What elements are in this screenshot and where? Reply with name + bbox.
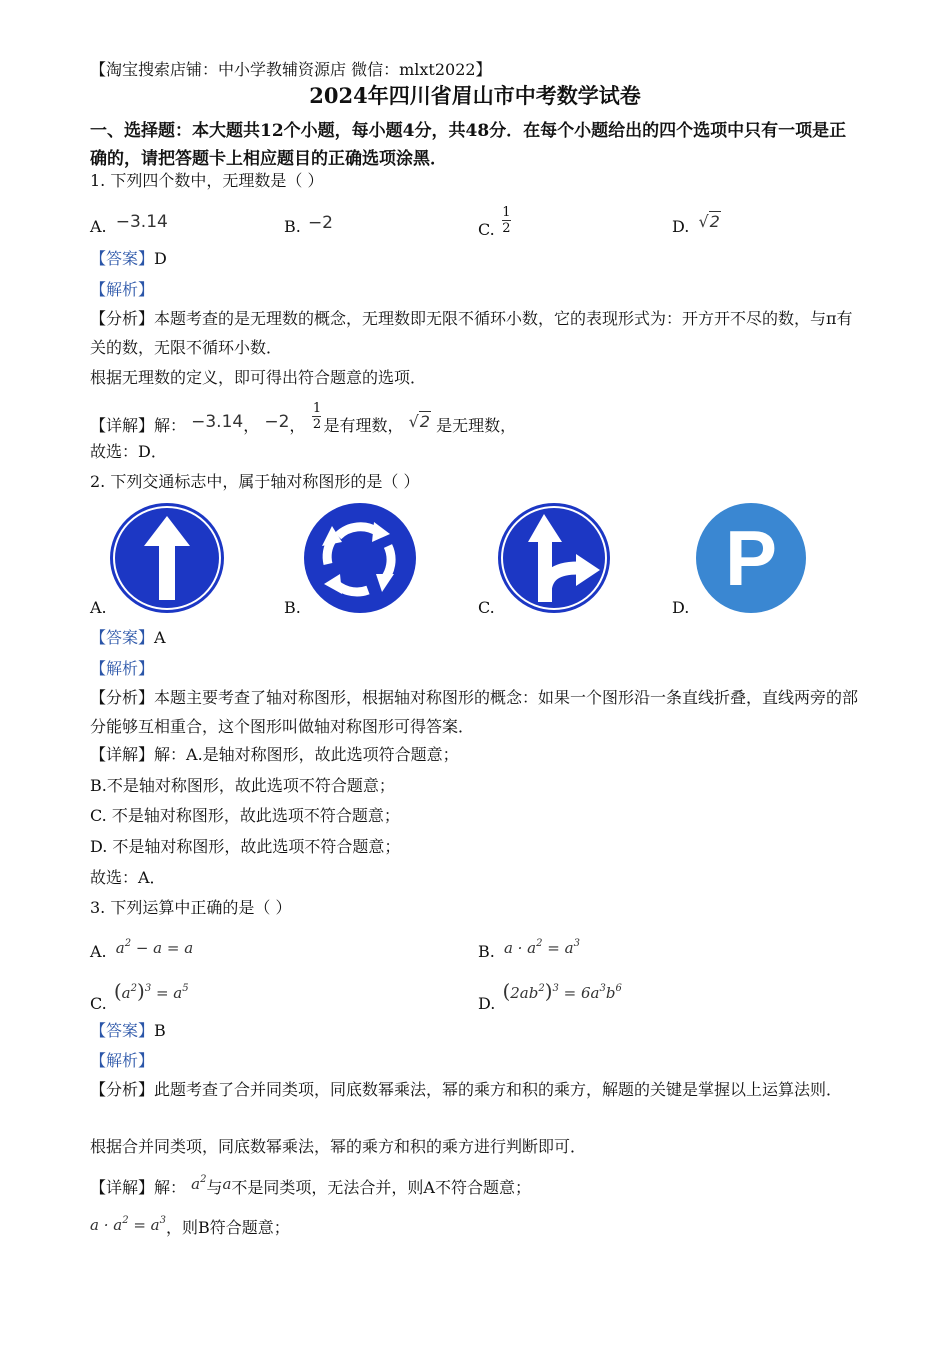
fenxi-text: 本题考查的是无理数的概念，无理数即无限不循环小数，它的表现形式为：开方开不尽的数，与π有关的数，无限不循环小数． <box>90 309 853 357</box>
q2-answer <box>90 627 166 649</box>
page-title: 2024年四川省眉山市中考数学试卷 <box>309 83 641 108</box>
sqrt-two: √2 <box>408 412 430 431</box>
q1-option-a <box>90 212 168 238</box>
expr-2ab2-cubed: $(2ab^2)^3 = 6a^3b^6$ <box>502 979 622 1003</box>
option-letter: C. <box>478 220 495 239</box>
option-expr: −2 <box>307 213 333 233</box>
expr-neg-2: −2 <box>264 412 290 432</box>
q2-option-d: D. <box>672 598 690 617</box>
q2-choose: 故选：A． <box>90 868 166 887</box>
expr-a-squared: $a^2$ <box>191 1174 207 1193</box>
q1-analysis-label: 【解析】 <box>90 280 155 299</box>
option-letter: B. <box>284 217 301 236</box>
section-heading: 一、选择题：本大题共12个小题，每小题4分，共48分．在每个小题给出的四个选项中只有一项是正确的，请把答题卡上相应题目的正确选项涂黑． <box>90 121 847 169</box>
q2-detail-b: B.不是轴对称图形，故此选项不符合题意； <box>90 776 395 795</box>
q1-answer <box>90 248 167 270</box>
answer-label: 【答案】 <box>90 249 155 268</box>
q3-fenxi-text2: 根据合并同类项，同底数幂乘法，幂的乘方和积的乘方进行判断即可． <box>90 1137 587 1156</box>
parking-letter: P <box>724 514 778 602</box>
detail-label: 【详解】 <box>90 1178 155 1197</box>
q2-fenxi <box>90 683 862 741</box>
q2-option-a: A. <box>90 598 107 617</box>
detail-label: 【详解】 <box>90 745 155 764</box>
q1-option-c <box>478 205 513 245</box>
fenxi-label: 【分析】 <box>90 309 155 328</box>
q2-detail-a: 【详解】解：A.是轴对称图形，故此选项符合题意； <box>90 745 459 764</box>
header-ad: 【淘宝搜索店铺：中小学教辅资源店 微信：mlxt2022】 <box>90 60 492 79</box>
detail-label: 【详解】 <box>90 416 155 435</box>
q3-option-d <box>478 979 622 1015</box>
option-expr: −3.14 <box>115 212 168 232</box>
sign-straight-or-right <box>496 502 612 614</box>
fenxi-label: 【分析】 <box>90 1080 155 1099</box>
fenxi-text: 本题主要考查了轴对称图形，根据轴对称图形的概念：如果一个图形沿一条直线折叠，直线两旁的部分能够互相重合，这个图形叫做轴对称图形可得答案． <box>90 688 859 736</box>
fenxi-label: 【分析】 <box>90 688 155 707</box>
q3-fenxi <box>90 1075 862 1104</box>
option-letter: D. <box>672 217 690 236</box>
fraction-half: $\frac{1}{2}$ <box>312 401 322 432</box>
answer-label: 【答案】 <box>90 1021 155 1040</box>
fraction: $\frac{1}{2}$ <box>502 205 511 236</box>
q3-detail-b: $a \cdot a^2 = a^3$，则B符合题意； <box>90 1215 290 1237</box>
q1-detail: 【详解】解： −3.14， −2， $\frac{1}{2}$ 是有理数， √2 是无理数， <box>90 401 517 435</box>
q1-option-d <box>672 212 721 238</box>
q3-analysis-label: 【解析】 <box>90 1051 155 1070</box>
q1-stem: 1. 下列四个数中，无理数是（ ） <box>90 171 324 190</box>
expr-a-times-a2: $a \cdot a^2 = a^3$ <box>503 938 580 957</box>
q1-choose: 故选：D． <box>90 442 167 461</box>
expr-a2-cubed: $(a^2)^3 = a^5$ <box>113 979 189 1003</box>
expr-a: a <box>222 1175 232 1193</box>
expr-a-times-a2-detail: $a \cdot a^2 = a^3$ <box>90 1215 167 1234</box>
q1-option-b <box>284 213 333 238</box>
option-letter: B. <box>478 942 495 961</box>
option-letter: C. <box>90 994 107 1013</box>
q2-option-b: B. <box>284 598 301 617</box>
q3-detail: 【详解】解： $a^2$与a不是同类项，无法合并，则A不符合题意； <box>90 1174 531 1197</box>
expr-a2-minus-a: $a^2 - a = a$ <box>115 938 194 957</box>
q1-fenxi-text2: 根据无理数的定义，即可得出符合题意的选项． <box>90 368 427 387</box>
sign-roundabout <box>302 502 418 614</box>
sign-parking <box>694 502 808 614</box>
q3-option-a <box>90 937 193 963</box>
q3-option-b <box>478 937 580 963</box>
q3-stem: 3. 下列运算中正确的是（ ） <box>90 898 292 917</box>
q2-analysis-label: 【解析】 <box>90 659 155 678</box>
q2-option-c: C. <box>478 598 495 617</box>
answer-value: A <box>154 628 166 647</box>
answer-label: 【答案】 <box>90 628 155 647</box>
option-letter: A. <box>90 942 107 961</box>
sqrt-expr: √2 <box>698 212 720 231</box>
option-letter: A. <box>90 217 107 236</box>
option-letter: D. <box>478 994 496 1013</box>
q2-detail-c: C. 不是轴对称图形，故此选项不符合题意； <box>90 806 400 825</box>
answer-value: B <box>154 1021 166 1040</box>
answer-value: D <box>154 249 167 268</box>
q2-detail-d: D. 不是轴对称图形，故此选项不符合题意； <box>90 837 401 856</box>
q1-fenxi <box>90 304 862 362</box>
fenxi-text: 此题考查了合并同类项，同底数幂乘法，幂的乘方和积的乘方，解题的关键是掌握以上运算法则． <box>154 1080 843 1099</box>
q2-stem: 2. 下列交通标志中，属于轴对称图形的是（ ） <box>90 472 420 491</box>
sign-straight-arrow <box>108 502 226 614</box>
expr-neg-3-14: −3.14 <box>191 412 244 432</box>
q3-option-c <box>90 979 189 1015</box>
q3-answer <box>90 1020 166 1042</box>
